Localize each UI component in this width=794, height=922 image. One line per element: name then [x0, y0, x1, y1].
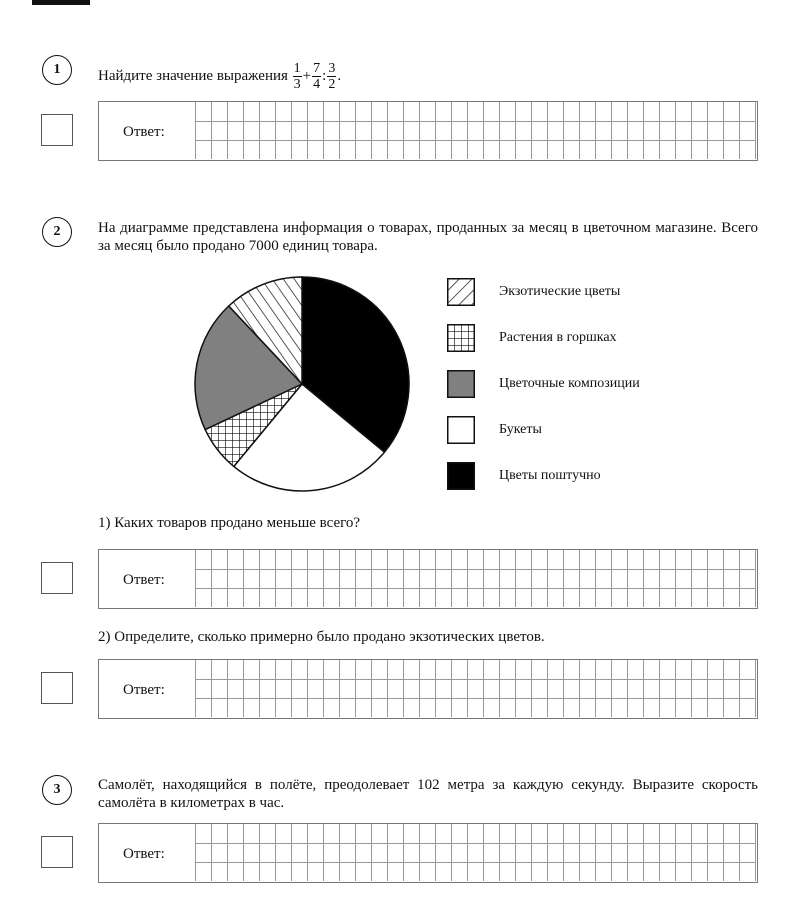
- answer-label: Ответ:: [123, 572, 165, 588]
- answer-grid[interactable]: [195, 660, 758, 718]
- answer-grid[interactable]: [195, 102, 758, 160]
- subquestion-1-answer-box[interactable]: [98, 549, 758, 609]
- answer-label: Ответ:: [123, 846, 165, 862]
- legend-label: Растения в горшках: [499, 330, 617, 345]
- legend-swatch: [447, 324, 475, 352]
- answer-label: Ответ:: [123, 124, 165, 140]
- legend-item-5: [447, 461, 601, 491]
- answer-grid[interactable]: [195, 824, 758, 882]
- legend-swatch: [447, 278, 475, 306]
- plus-sign: +: [302, 67, 312, 84]
- pie-chart: [190, 272, 414, 496]
- legend-label: Цветы поштучно: [499, 468, 601, 483]
- question-1-checkbox[interactable]: [41, 114, 73, 146]
- legend-swatch: [447, 416, 475, 444]
- fraction-2: $\frac{7}{4}$: [313, 61, 321, 92]
- legend-item-3: [447, 369, 640, 399]
- subquestion-1-checkbox[interactable]: [41, 562, 73, 594]
- question-2-number: 2: [42, 217, 72, 247]
- answer-grid[interactable]: [195, 550, 758, 608]
- legend-item-1: [447, 277, 621, 307]
- question-3-text: Самолёт, находящийся в полёте, преодолевает 102 метра за каждую секунду. Выразите скорость самолёта в километрах в час.: [98, 777, 758, 811]
- question-3-checkbox[interactable]: [41, 836, 73, 868]
- question-1-answer-box[interactable]: [98, 101, 758, 161]
- subquestion-2-checkbox[interactable]: [41, 672, 73, 704]
- answer-label: Ответ:: [123, 682, 165, 698]
- legend-item-4: [447, 415, 542, 445]
- subquestion-2-answer-box[interactable]: [98, 659, 758, 719]
- fraction-3: $\frac{3}{2}$: [328, 61, 336, 92]
- question-1-prompt: Найдите значение выражения: [98, 67, 288, 84]
- fraction-1: $\frac{1}{3}$: [293, 61, 301, 92]
- subquestion-2-text: 2) Определите, сколько примерно было продано экзотических цветов.: [98, 629, 545, 645]
- legend-label: Букеты: [499, 422, 542, 437]
- qr-code-fragment: [32, 0, 90, 5]
- question-1-text: Найдите значение выражения $\frac{1}{3}$ + $\frac{7}{4}$ : $\frac{3}{2}$ .: [98, 61, 342, 92]
- division-sign: :: [322, 67, 327, 84]
- legend-item-2: [447, 323, 617, 353]
- question-1-number: 1: [42, 55, 72, 85]
- legend-swatch: [447, 370, 475, 398]
- question-2-text: На диаграмме представлена информация о товарах, проданных за месяц в цветочном магазине. Всего за месяц было продано 7000 единиц товара.: [98, 220, 758, 254]
- question-3-answer-box[interactable]: [98, 823, 758, 883]
- subquestion-1-text: 1) Каких товаров продано меньше всего?: [98, 515, 361, 531]
- question-3-number: 3: [42, 775, 72, 805]
- legend-label: Цветочные композиции: [499, 376, 640, 391]
- legend-label: Экзотические цветы: [499, 284, 621, 299]
- legend-swatch: [447, 462, 475, 490]
